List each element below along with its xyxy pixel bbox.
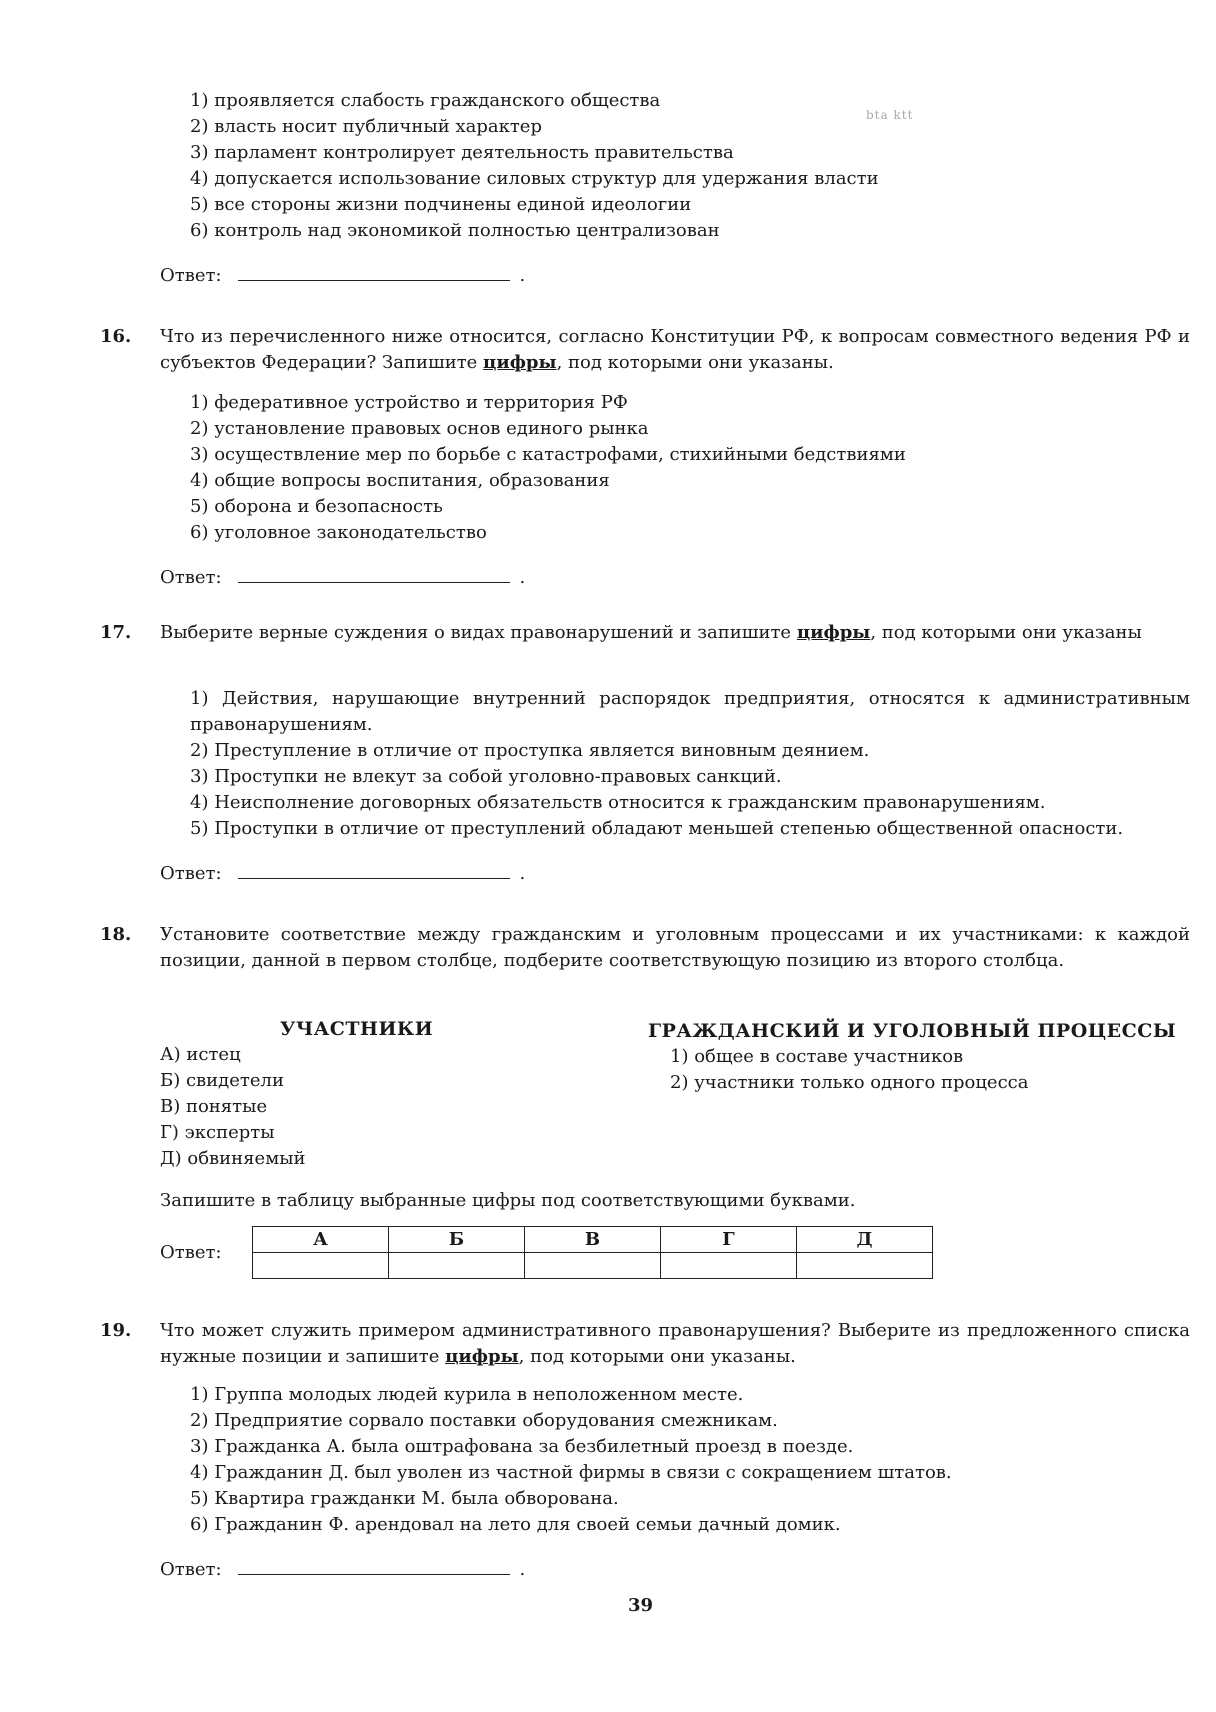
answer-field[interactable] (238, 860, 510, 879)
faint-stamp: bta ktt (866, 108, 914, 122)
answer-cell[interactable] (525, 1253, 661, 1279)
q18-right-header: ГРАЖДАНСКИЙ И УГОЛОВНЫЙ ПРОЦЕССЫ (648, 1020, 1177, 1042)
list-item: 5) Проступки в отличие от преступлений обладают меньшей степенью общественной опасности. (190, 818, 1124, 839)
answer-label: Ответ: (160, 265, 222, 286)
emphasis: цифры (483, 352, 557, 373)
list-item: 5) все стороны жизни подчинены единой идеологии (190, 194, 692, 215)
list-item: 2) установление правовых основ единого рынка (190, 418, 649, 439)
q18-right-items (670, 1044, 1170, 1096)
list-item: 1) Группа молодых людей курила в неположенном месте. (190, 1384, 744, 1405)
q18-instruction: Запишите в таблицу выбранные цифры под соответствующими буквами. (160, 1190, 856, 1211)
list-item: 5) Квартира гражданки М. была обворована. (190, 1488, 619, 1509)
list-item: Б) свидетели (160, 1070, 284, 1091)
list-item: 4) Гражданин Д. был уволен из частной фирмы в связи с сокращением штатов. (190, 1462, 952, 1483)
q18-number: 18. (100, 924, 132, 945)
answer-cell[interactable] (389, 1253, 525, 1279)
list-item: 6) уголовное законодательство (190, 522, 487, 543)
answer-cell[interactable] (661, 1253, 797, 1279)
table-header-cell: Д (797, 1227, 933, 1253)
q16-number: 16. (100, 326, 132, 347)
q19-options (160, 1382, 1160, 1538)
answer-cell[interactable] (797, 1253, 933, 1279)
answer-label: Ответ: (160, 1559, 222, 1580)
q18-left-items (160, 1042, 560, 1172)
q15-options (160, 88, 1160, 244)
list-item: 1) проявляется слабость гражданского общества (190, 90, 661, 111)
q17-options (160, 686, 1190, 842)
q16-answer: Ответ: . (160, 564, 525, 591)
q16-options (160, 390, 1160, 546)
answer-field[interactable] (238, 564, 510, 583)
q18-text: Установите соответствие между гражданским и уголовным процессами и их участниками: к каждой позиции, данной в первом столбце, подберите соответствующую позицию из второго столбца. (160, 924, 1190, 971)
list-item: 3) осуществление мер по борьбе с катастрофами, стихийными бедствиями (190, 444, 906, 465)
table-answer-row (253, 1253, 933, 1279)
table-header-cell: Б (389, 1227, 525, 1253)
list-item: В) понятые (160, 1096, 268, 1117)
q17-answer: Ответ: . (160, 860, 525, 887)
q18-left-header: УЧАСТНИКИ (280, 1018, 434, 1040)
table-header-cell: Г (661, 1227, 797, 1253)
list-item: 3) Проступки не влекут за собой уголовно-правовых санкций. (190, 766, 782, 787)
list-item: 2) Предприятие сорвало поставки оборудования смежникам. (190, 1410, 778, 1431)
list-item: 1) Действия, нарушающие внутренний распорядок предприятия, относятся к административным правонарушениям. (190, 688, 1190, 735)
q19-text: Что может служить примером административного правонарушения? Выберите из предложенного списка нужные позиции и запишите цифры, под которыми они указаны. (160, 1320, 1190, 1367)
q17-number: 17. (100, 622, 132, 643)
list-item: 1) общее в составе участников (670, 1046, 964, 1067)
list-item: 5) оборона и безопасность (190, 496, 443, 517)
emphasis: цифры (796, 622, 871, 643)
q15-answer: Ответ: . (160, 262, 525, 289)
answer-field[interactable] (238, 262, 510, 281)
q18-answer-table (252, 1226, 933, 1279)
list-item: 1) федеративное устройство и территория РФ (190, 392, 628, 413)
q16-text: Что из перечисленного ниже относится, согласно Конституции РФ, к вопросам совместного ведения РФ и субъектов Федерации? Запишите цифры, под которыми они указаны. (160, 326, 1190, 373)
list-item: 6) контроль над экономикой полностью централизован (190, 220, 720, 241)
table-header-row (253, 1227, 933, 1253)
q19-number: 19. (100, 1320, 132, 1341)
answer-cell[interactable] (253, 1253, 389, 1279)
emphasis: цифры (445, 1346, 519, 1367)
list-item: 2) власть носит публичный характер (190, 116, 542, 137)
q19-answer: Ответ: . (160, 1556, 525, 1583)
list-item: 3) Гражданка А. была оштрафована за безбилетный проезд в поезде. (190, 1436, 854, 1457)
list-item: 4) Неисполнение договорных обязательств относится к гражданским правонарушениям. (190, 792, 1046, 813)
list-item: 6) Гражданин Ф. арендовал на лето для своей семьи дачный домик. (190, 1514, 841, 1535)
answer-label: Ответ: (160, 567, 222, 588)
page-number: 39 (628, 1595, 654, 1616)
list-item: 3) парламент контролирует деятельность правительства (190, 142, 734, 163)
table-header-cell: В (525, 1227, 661, 1253)
answer-field[interactable] (238, 1556, 510, 1575)
list-item: А) истец (160, 1044, 241, 1065)
list-item: Д) обвиняемый (160, 1148, 306, 1169)
list-item: 2) Преступление в отличие от проступка является виновным деянием. (190, 740, 870, 761)
table-header-cell: А (253, 1227, 389, 1253)
list-item: Г) эксперты (160, 1122, 275, 1143)
list-item: 2) участники только одного процесса (670, 1072, 1029, 1093)
answer-label: Ответ: (160, 863, 222, 884)
list-item: 4) общие вопросы воспитания, образования (190, 470, 610, 491)
q18-answer-label: Ответ: (160, 1242, 222, 1263)
list-item: 4) допускается использование силовых структур для удержания власти (190, 168, 879, 189)
q17-text: Выберите верные суждения о видах правонарушений и запишите цифры, под которыми они указаны (160, 622, 1142, 643)
